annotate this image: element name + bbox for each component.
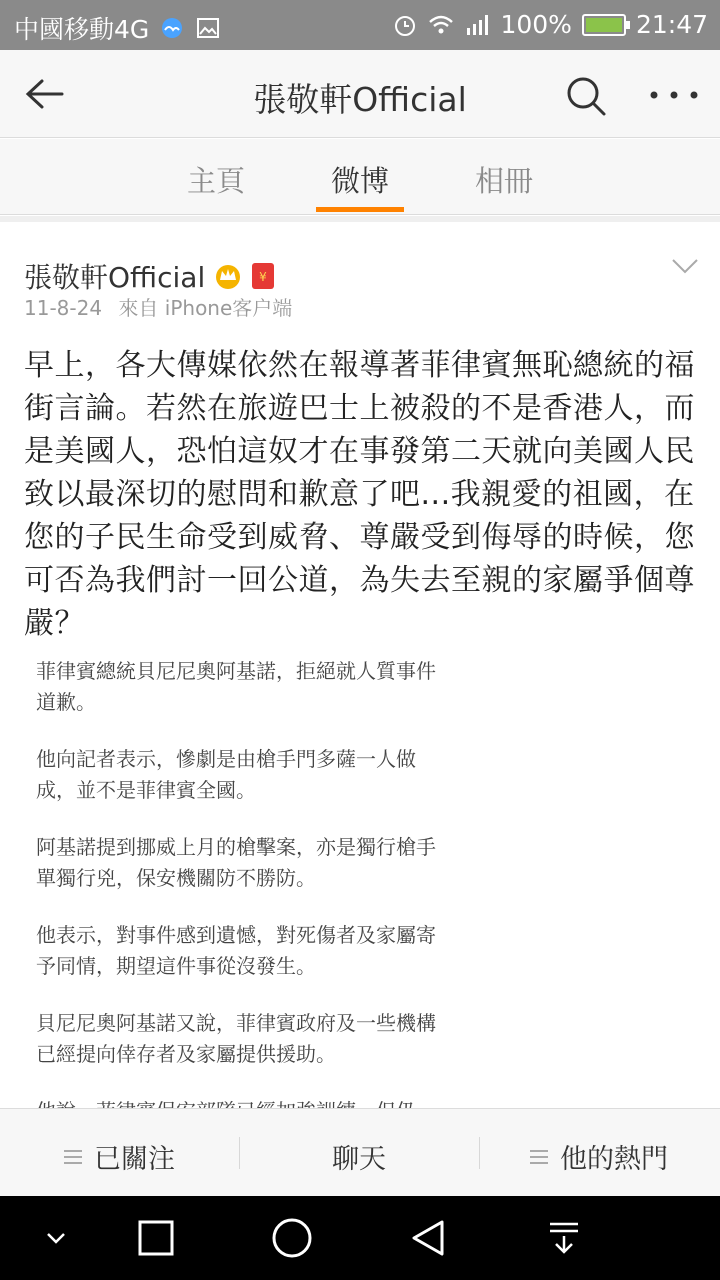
collapse-chevron-icon[interactable] — [34, 1216, 78, 1260]
quote-paragraph: 貝尼尼奧阿基諾又說，菲律賓政府及一些機構已經提向倖存者及家屬提供援助。 — [36, 1011, 436, 1066]
author-name[interactable]: 張敬軒Official — [24, 261, 206, 294]
more-icon[interactable] — [648, 80, 700, 110]
home-circle-icon[interactable] — [270, 1216, 314, 1260]
followed-label: 已關注 — [94, 1144, 175, 1175]
quote-paragraph: 阿基諾提到挪威上月的槍擊案，亦是獨行槍手單獨行兇，保安機關防不勝防。 — [36, 835, 436, 890]
divider — [239, 1137, 240, 1169]
divider — [479, 1137, 480, 1169]
battery-percent: 100% — [500, 10, 572, 39]
svg-text:¥: ¥ — [259, 270, 268, 284]
followed-button[interactable] — [64, 1137, 175, 1176]
menu-lines-icon — [530, 1150, 548, 1164]
wifi-icon — [428, 12, 454, 38]
quote-paragraph: 他向記者表示，慘劇是由槍手門多薩一人做成，並不是菲律賓全國。 — [36, 747, 416, 802]
hot-posts-button[interactable] — [530, 1137, 668, 1176]
chat-label: 聊天 — [332, 1144, 386, 1175]
profile-tabs — [0, 139, 720, 215]
page-title: 張敬軒Official — [253, 80, 467, 119]
back-triangle-icon[interactable] — [406, 1216, 450, 1260]
post-author[interactable] — [24, 256, 275, 296]
weather-icon — [159, 15, 185, 41]
post-meta — [24, 292, 292, 321]
chevron-down-icon[interactable] — [670, 256, 700, 276]
post-source: 來自 iPhone客户端 — [118, 296, 293, 320]
gallery-icon — [195, 15, 221, 41]
menu-lines-icon — [64, 1150, 82, 1164]
hot-posts-label: 他的熱門 — [560, 1144, 668, 1175]
post-text: 早上，各大傳媒依然在報導著菲律賓無恥總統的福街言論。若然在旅遊巴士上被殺的不是香港人，而是美國人，恐怕這奴才在事發第二天就向美國人民致以最深切的慰問和歉意了吧...我親愛的祖國，在您的子民生命受到威脅、尊嚴受到侮辱的時候，您可否為我們討一回公道，為失去至親的家屬爭個尊嚴？ — [24, 348, 695, 641]
post-date: 11-8-24 — [24, 296, 103, 320]
system-nav-bar — [0, 1196, 720, 1280]
active-tab-indicator — [316, 207, 404, 212]
tab-album[interactable]: 相冊 — [474, 164, 533, 198]
signal-icon — [464, 12, 490, 38]
carrier-label: 中國移動4G — [14, 15, 150, 44]
post-image-text[interactable] — [36, 656, 446, 1153]
tab-home[interactable]: 主頁 — [186, 164, 245, 198]
crown-badge-icon — [213, 262, 243, 290]
recents-square-icon[interactable] — [134, 1216, 178, 1260]
tab-weibo[interactable]: 微博 — [330, 164, 389, 198]
alarm-icon — [392, 12, 418, 38]
chat-button[interactable] — [332, 1137, 386, 1176]
red-envelope-icon — [251, 262, 275, 290]
quote-paragraph: 菲律賓總統貝尼尼奧阿基諾，拒絕就人質事件道歉。 — [36, 659, 436, 714]
bottom-action-bar — [0, 1108, 720, 1196]
weibo-post — [0, 222, 720, 1108]
status-bar — [0, 0, 720, 50]
quote-paragraph: 他表示，對事件感到遺憾，對死傷者及家屬寄予同情，期望這件事從沒發生。 — [36, 923, 436, 978]
search-icon[interactable] — [564, 74, 608, 118]
notification-pull-icon[interactable] — [542, 1216, 586, 1260]
battery-icon — [582, 14, 626, 36]
nav-bar — [0, 50, 720, 138]
clock: 21:47 — [635, 10, 708, 39]
